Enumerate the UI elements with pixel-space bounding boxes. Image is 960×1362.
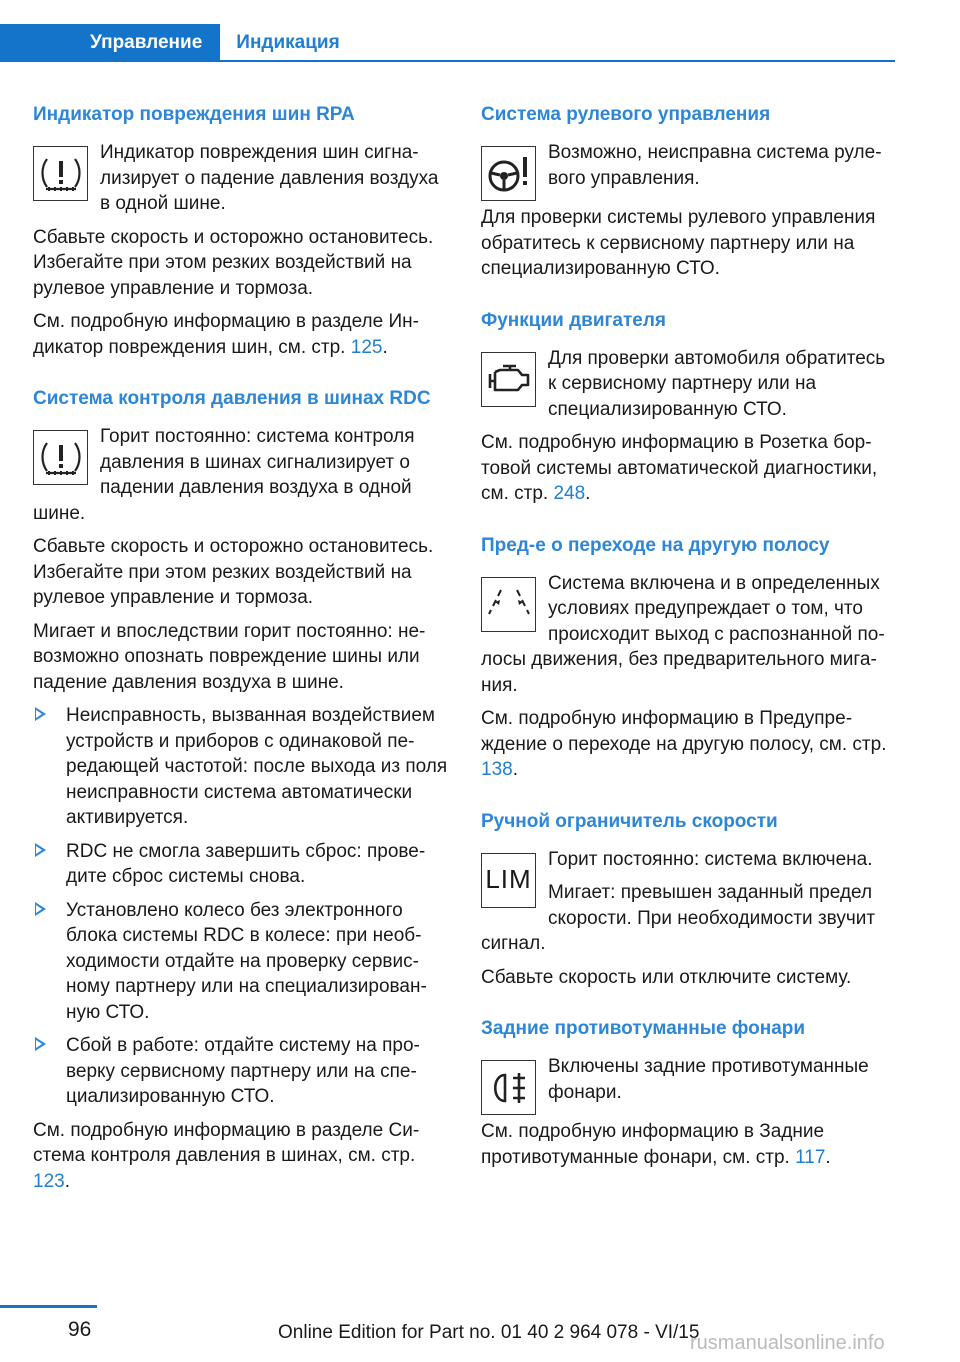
section-lane xyxy=(481,533,896,783)
fog-desc: Включены задние противотуманные фонари. xyxy=(548,1056,869,1103)
engine-desc: Для проверки автомобиля обратитесь к сервисному партнеру или на специализированную СТО. xyxy=(548,347,886,420)
engine-ref: См. подробную информацию в Розетка бортовой системы автоматической диагностики, см. стр. 248. xyxy=(481,432,878,504)
steering-advice: Для проверки системы рулевого управления обратитесь к сервисному партнеру или на специализированную СТО. xyxy=(481,207,876,279)
right-column xyxy=(481,102,896,1196)
rdc-advice: Сбавьте скорость и осторожно остановитесь. Избегайте при этом резких воздействий на рулевое управление и тормоза. xyxy=(33,536,434,608)
fog-ref: См. подробную информацию в Задние противотуманные фонари, см. стр. 117. xyxy=(481,1121,831,1168)
section-engine xyxy=(481,308,896,507)
lim-on: Горит постоянно: система включена. xyxy=(548,848,873,870)
lim-advice: Сбавьте скорость или отключите систему. xyxy=(481,966,852,988)
rdc-flashing: Мигает и впоследствии горит постоянно: невозможно опознать повреждение шины или падение давления воздуха в шине. xyxy=(33,620,426,693)
tire-pressure-icon xyxy=(33,430,88,485)
page-link-248[interactable]: 248 xyxy=(553,483,586,504)
list-item: RDC не смогла завершить сброс: проведите сброс системы снова. xyxy=(33,839,448,890)
rdc-list xyxy=(33,703,448,1110)
triangle-bullet-icon xyxy=(35,902,46,916)
section-rdc xyxy=(33,386,448,1194)
steering-desc: Возможно, неисправна система рулевого управления. xyxy=(548,142,882,189)
lim-flashing: Мигает: превышен заданный предел скорости. При необходимости звучит сигнал. xyxy=(481,882,876,954)
section-fog xyxy=(481,1016,896,1170)
lane-desc: Система включена и в определенных условиях предупреждает о том, что происходит выход с распознанной полосы движения, без предварительного мигания. xyxy=(481,572,885,696)
rpa-advice: Сбавьте скорость и осторожно остановитесь. Избегайте при этом резких воздействий на рулевое управление и тормоза. xyxy=(33,226,434,299)
footer-rule xyxy=(0,1305,97,1308)
lane-ref: См. подробную информацию в Предупреждение о переходе на другую полосу, см. стр. 138. xyxy=(481,708,887,780)
watermark: rusmanualsonline.info xyxy=(690,1332,885,1354)
page-link-125[interactable]: 125 xyxy=(350,336,383,358)
section-title-fog: Задние противотуманные фонари xyxy=(481,1018,806,1039)
list-item: Неисправность, вызванная воздействием устройств и приборов с одинаковой передающей частотой: после выхода из поля неисправности система автоматически активируется. xyxy=(33,703,448,831)
triangle-bullet-icon xyxy=(35,843,46,857)
tab-indicators[interactable]: Индикация xyxy=(236,31,340,53)
triangle-bullet-icon xyxy=(35,707,46,721)
rear-fog-light-icon xyxy=(481,1060,536,1115)
page-link-123[interactable]: 123 xyxy=(33,1170,65,1192)
list-item: Сбой в работе: отдайте систему на проверку сервисному партнеру или на специализированную СТО. xyxy=(33,1033,448,1110)
section-title-rdc: Система контроля давления в шинах RDC xyxy=(33,388,431,409)
section-title-steering: Система рулевого управления xyxy=(481,104,771,125)
tab-control[interactable]: Управление xyxy=(0,24,220,61)
section-steering xyxy=(481,102,896,282)
rpa-ref: См. подробную информацию в разделе Индикатор повреждения шин, см. стр. 125. xyxy=(33,311,419,358)
section-title-rpa: Индикатор повреждения шин RPA xyxy=(33,104,355,125)
header-rule xyxy=(0,60,895,62)
list-item: Установлено колесо без электронного блока системы RDC в колесе: при необходимости отдайте на проверку сервисному партнеру или на специализированную СТО. xyxy=(33,898,448,1026)
page-link-117[interactable]: 117 xyxy=(795,1146,826,1168)
rpa-desc: Индикатор повреждения шин сигнализирует о падение давления воздуха в одной шине. xyxy=(100,142,439,214)
left-column xyxy=(33,102,448,1220)
section-title-engine: Функции двигателя xyxy=(481,309,667,331)
section-title-lim: Ручной ограничитель скорости xyxy=(481,810,778,832)
lane-departure-icon xyxy=(481,577,536,632)
engine-icon xyxy=(481,352,536,407)
section-lim xyxy=(481,809,896,991)
lim-icon-text: LIM xyxy=(485,864,532,895)
speed-limiter-icon xyxy=(481,853,536,908)
rdc-ref: См. подробную информацию в разделе Система контроля давления в шинах, см. стр. 123. xyxy=(33,1119,420,1192)
header-tabs xyxy=(0,24,356,61)
rdc-desc: Горит постоянно: система контроля давления в шинах сигнализирует о падении давления воздуха в одной шине. xyxy=(33,426,415,524)
page-link-138[interactable]: 138 xyxy=(481,759,513,780)
section-rpa xyxy=(33,102,448,360)
triangle-bullet-icon xyxy=(35,1037,46,1051)
tire-pressure-icon xyxy=(33,146,88,201)
edition-info: Online Edition for Part no. 01 40 2 964 078 - VI/15 xyxy=(278,1322,700,1343)
section-title-lane: Пред-е о переходе на другую полосу xyxy=(481,534,830,556)
page-number: 96 xyxy=(68,1318,92,1341)
steering-wheel-icon xyxy=(481,146,536,201)
